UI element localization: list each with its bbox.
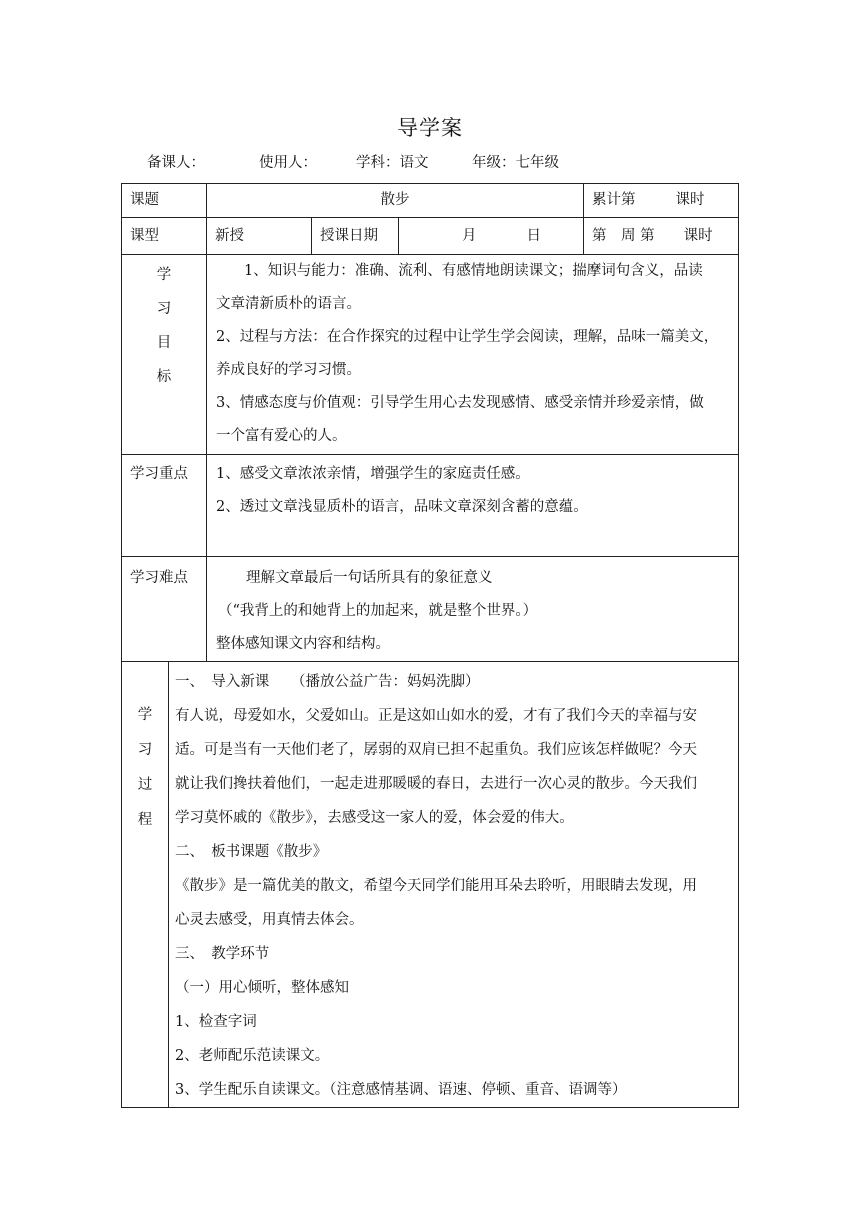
process-line: 二、 板书课题《散步》	[175, 844, 328, 860]
topic-value: 散步	[207, 184, 584, 218]
day-label: 日	[526, 228, 541, 244]
key-points-content	[207, 455, 739, 557]
process-line: 1、检查字词	[175, 1014, 257, 1030]
process-label-char: 学	[137, 707, 153, 723]
process-line: 三、 教学环节	[175, 946, 270, 962]
row-difficulties	[122, 557, 739, 662]
key-point-line: 1、感受文章浓浓亲情，增强学生的家庭责任感。	[216, 466, 530, 482]
process-label	[122, 662, 169, 1108]
goals-label	[122, 255, 207, 455]
week-value: 第 周 第 课时	[584, 218, 739, 255]
date-label: 授课日期	[312, 218, 399, 255]
topic-count	[584, 184, 739, 218]
grade-label: 年级：七年级	[472, 155, 559, 171]
process-line: 有人说，母爱如水，父爱如山。正是这如山如水的爱，才有了我们今天的幸福与安	[175, 708, 697, 724]
goals-label-char: 标	[156, 369, 172, 385]
difficulties-content	[207, 557, 739, 662]
count-suffix: 课时	[675, 192, 705, 208]
type-label: 课型	[122, 218, 207, 255]
process-label-char: 过	[137, 777, 153, 793]
difficulty-line: 整体感知课文内容和结构。	[216, 636, 390, 652]
subject-label: 学科：语文	[356, 155, 429, 171]
user-label: 使用人：	[259, 155, 317, 171]
count-prefix: 累计第	[592, 192, 636, 208]
process-line: 2、老师配乐范读课文。	[175, 1048, 330, 1064]
row-process	[122, 662, 739, 1108]
preparer-label: 备课人：	[147, 155, 205, 171]
process-content	[169, 662, 739, 1108]
process-line: 学习莫怀戚的《散步》，去感受这一家人的爱，体会爱的伟大。	[175, 810, 574, 826]
goals-label-char: 习	[156, 301, 172, 317]
process-line: （一）用心倾听，整体感知	[175, 980, 349, 996]
process-line: 3、学生配乐自读课文。（注意感情基调、语速、停顿、重音、语调等）	[175, 1082, 627, 1098]
key-point-line: 2、透过文章浅显质朴的语言，品味文章深刻含蓄的意蕴。	[216, 499, 588, 515]
row-topic	[122, 184, 739, 218]
row-key-points	[122, 455, 739, 557]
key-points-label: 学习重点	[122, 455, 207, 557]
goals-line: 养成良好的学习习惯。	[216, 362, 361, 378]
process-line: 一、 导入新课 （播放公益广告：妈妈洗脚）	[175, 674, 480, 690]
process-line: 心灵去感受，用真情去体会。	[175, 912, 364, 928]
topic-label: 课题	[122, 184, 207, 218]
process-label-char: 习	[137, 742, 153, 758]
goals-label-char: 目	[156, 335, 172, 351]
type-value: 新授	[207, 218, 312, 255]
goals-line: 2、过程与方法：在合作探究的过程中让学生学会阅读，理解，品味一篇美文，	[216, 329, 719, 345]
lesson-table	[121, 183, 739, 1108]
difficulty-line: （“我背上的和她背上的加起来，就是整个世界。）	[218, 603, 538, 619]
row-type	[122, 218, 739, 255]
difficulty-line: 理解文章最后一句话所具有的象征意义	[246, 570, 493, 586]
goals-line: 1、知识与能力：准确、流利、有感情地朗读课文；揣摩词句含义，品读	[244, 263, 703, 279]
process-line: 适。可是当有一天他们老了，孱弱的双肩已担不起重负。我们应该怎样做呢？今天	[175, 742, 697, 758]
difficulties-label: 学习难点	[122, 557, 207, 662]
row-goals	[122, 255, 739, 455]
goals-line: 一个富有爱心的人。	[216, 428, 347, 444]
date-value	[399, 218, 584, 255]
page-title: 导学案	[397, 116, 463, 140]
process-line: 就让我们搀扶着他们，一起走进那暖暖的春日，去进行一次心灵的散步。今天我们	[175, 776, 697, 792]
goals-content	[207, 255, 739, 455]
goals-line: 3、情感态度与价值观：引导学生用心去发现感情、感受亲情并珍爱亲情，做	[216, 395, 704, 411]
goals-label-char: 学	[156, 267, 172, 283]
goals-line: 文章清新质朴的语言。	[216, 296, 361, 312]
process-line: 《散步》是一篇优美的散文，希望今天同学们能用耳朵去聆听，用眼睛去发现，用	[175, 878, 697, 894]
month-label: 月	[462, 228, 477, 244]
process-label-char: 程	[137, 812, 153, 828]
